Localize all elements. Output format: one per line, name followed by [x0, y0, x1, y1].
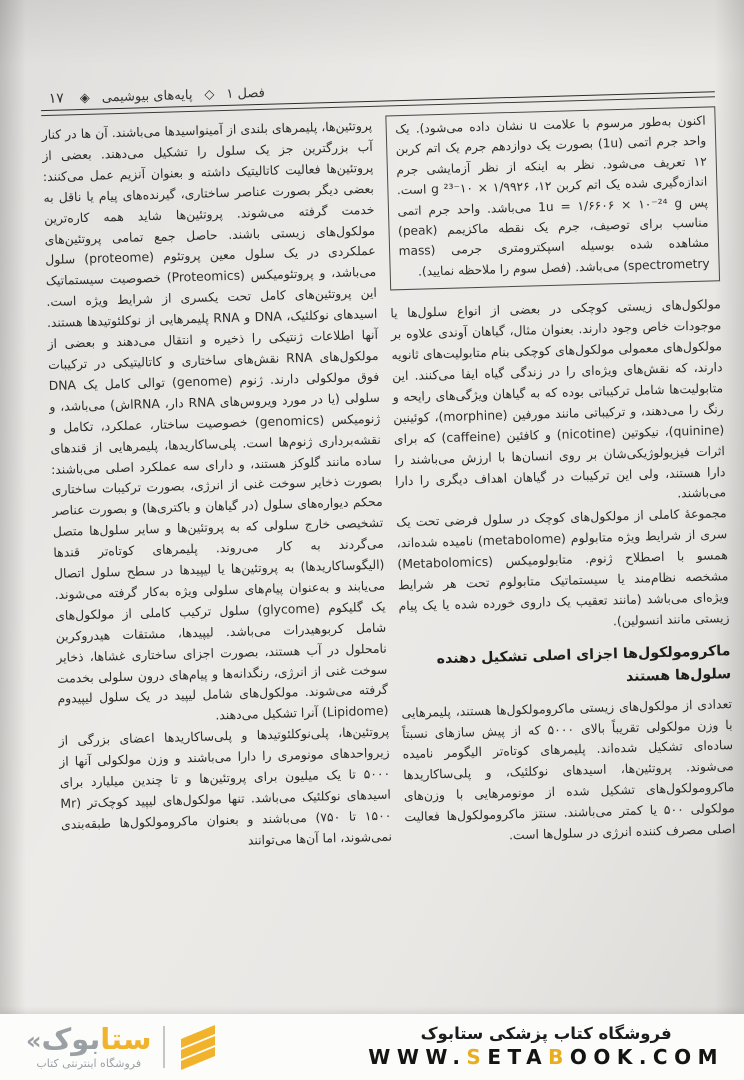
- boxed-note: [385, 106, 720, 290]
- guillemet-mark: «: [26, 1026, 42, 1055]
- url-prefix: WWW.: [368, 1045, 467, 1070]
- left-column: [41, 116, 392, 859]
- wordmark-gray-part: بوک: [41, 1021, 101, 1056]
- paragraph-molecular-weights: پروتئین‌ها، پلی‌نوکلئوتیدها و پلی‌ساکاریدها اعضای بزرگی از زیرواحدهای مونومری را دارا می‌باشند و وزن مولکولی آنها از ۵۰۰۰ تا یک میلیون برای پروتئین‌ها و تا چندین میلیارد برای اسیدهای نوکلئیک می‌باشد. تنها مولکول‌های لیپید کوچک‌تر (Mr ۱۵۰۰ تا ۷۵۰) می‌باشند و بعنوان ماکرومولکول‌ها طبقه‌بندی نمی‌شوند، اما آن‌ها می‌توانند: [58, 723, 393, 848]
- store-info: [368, 1024, 728, 1071]
- logo-divider: [163, 1026, 165, 1068]
- diamond-filled-icon: ◈: [79, 90, 90, 107]
- right-column: [385, 106, 736, 849]
- text-columns: [0, 97, 744, 860]
- store-name: فروشگاه کتاب پزشکی ستابوک: [420, 1023, 672, 1043]
- logo-tagline: فروشگاه اینترنتی کتاب: [36, 1056, 142, 1070]
- book-title: پایه‌های بیوشیمی: [101, 87, 193, 106]
- url-mid: ETA: [487, 1045, 549, 1070]
- setabook-chevrons-icon: [176, 1024, 220, 1070]
- section-heading-macromolecules: ماکرومولکول‌ها اجزای اصلی تشکیل دهنده سلول‌ها هستند: [436, 642, 732, 686]
- setabook-branding-strip: [0, 1014, 744, 1080]
- url-tail: OOK.COM: [569, 1045, 724, 1070]
- url-letter-s: S: [466, 1045, 488, 1070]
- paragraph-metabolites: مولکول‌های زیستی کوچکی در بعضی از انواع سلول‌ها یا موجودات خاص وجود دارند. بعنوان مثال، گیاهان آوندی علاوه بر مولکول‌های معمولی مولکول‌های کوچکی بنام متابولیت‌های ثانویه دارند، که نقش‌های ویژه‌ای را در زندگی گیاه ایفا می‌کنند. این متابولیت‌ها شامل ترکیباتی بوده که به گیاهان ویژگی‌های رایحه و رنگ را می‌دهند، و ترکیباتی مانند مورفین (morphine)، کوئینین (quinine)، نیکوتین (nicotine) و کافئین (caffeine) که برای اثرات فیزیولوژیکی‌شان بر روی انسان‌ها با ارزش می‌باشند را دارا هستند، ولی این ترکیبات در گیاهان اهداف دیگری را دارا می‌باشند.: [390, 296, 727, 501]
- website-url: [368, 1044, 724, 1070]
- url-letter-b: B: [548, 1045, 570, 1070]
- paragraph-biopolymers: پروتئین‌ها، پلیمرهای بلندی از آمینواسیدها می‌باشند. آن ها در کنار آب بزرگترین جز یک سلول را تشکیل می‌دهند. بعضی از پروتئین‌ها فعالیت کاتالیتیک داشته و بعنوان آنزیم عمل می‌کنند: بعضی دیگر بصورت عناصر ساختاری، گیرنده‌های پیام یا ناقل به خدمت گرفته می‌شوند. پروتئین‌ها شاید همه کاره‌ترین مولکول‌های زیستی باشند. حاصل جمع تمامی پروتئین‌های عملکردی در یک سلول معین پروتئوم (proteome) سلول می‌باشد، و پروتئومیکس (Proteomics) خصوصیت سیستماتیک این پروتئین‌های کامل تحت یکسری از شرایط ویژه است. اسیدهای نوکلئیک، DNA و RNA پلیمرهایی از نوکلئوتیدها هستند. آنها اطلاعات ژنتیکی را ذخیره و انتقال می‌دهند و بعضی از مولکول‌های RNA نقش‌های ساختاری و کاتالیتیکی در ترکیبات فوق مولکولی دارند. ژنوم (genome) توالی کامل یک DNA سلولی (یا در مورد ویروس‌های RNA دار، RNAاش) می‌باشد، و ژنومیکس (genomics) خصوصیت ساختار، عملکرد، تکامل و نقشه‌برداری ژنوم‌ها است. پلی‌ساکاریدها، پلیمرهایی از قندهای ساده مانند گلوکز هستند، و دارای سه عملکرد اصلی می‌باشند: بصورت ذخایر سوخت غنی از انرژی، بصورت ترکیبات ساختاری محکم دیواره‌های سلول (در گیاهان و باکتری‌ها) و بصورت عناصر تشخیصی خارج سلولی که به پروتئین‌ها و سایر سلول‌ها متصل می‌گردند به کار می‌روند. پلیمرهای کوتاه‌تر قندها (الیگوساکاریدها) به پروتئین‌ها یا لیپیدها در سطح سلول اتصال می‌یابند و به‌عنوان پیام‌های سلولی ویژه به‌کار گرفته می‌شوند. یک گلیکوم (glycome) سلول ترکیب کاملی از مولکول‌های شامل کربوهیدرات می‌باشد. لیپیدها، مشتقات هیدروکربن نامحلول در آب هستند، بصورت اجزای ساختاری غشاها، ذخایر سوخت غنی از انرژی، رنگدانه‌ها و پیام‌های درون سلولی بخدمت گرفته می‌شوند. مولکول‌های شامل لیپید در یک سلول لیپیدوم (Lipidome) آنرا تشکیل می‌دهند.: [41, 117, 389, 723]
- setabook-wordmark-block: [26, 1021, 152, 1070]
- setabook-logo: [26, 1021, 220, 1070]
- chapter-label: فصل ۱: [226, 85, 266, 102]
- setabook-wordmark: [26, 1021, 152, 1056]
- paragraph-macromolecules: تعدادی از مولکول‌های زیستی ماکرومولکول‌ها هستند، پلیمرهایی با وزن مولکولی تقریباً بالای ۵۰۰۰ که از پیش سازهای نسبتاً ساده‌ای تشکیل شده‌اند. پلیمرهای کوتاه‌تر الیگومر نامیده می‌شوند. پروتئین‌ها، اسیدهای نوکلئیک، و پلی‌ساکاریدها ماکرومولکول‌های تشکیل شده از مونومرهایی با وزن‌های مولکولی ۵۰۰ یا کمتر می‌باشند. سنتز ماکرومولکول‌ها فعالیت اصلی مصرف کننده انرژی در سلول‌ها است.: [401, 695, 736, 843]
- paragraph-metabolome: مجموعهٔ کاملی از مولکول‌های کوچک در سلول فرضی تحت یک سری از شرایط ویژه متابولوم (metabolome) نامیده شده‌اند، همسو با اصطلاح ژنوم. متابولومیکس (Metabolomics) مشخصه نظام‌مند یا سیستماتیک متابولوم تحت هر شرایط ویژه‌ای می‌باشد (مانند تعقیب یک داروی خورده شده یا یک پیام زیستی مانند انسولین).: [395, 505, 730, 629]
- wordmark-gold-part: ستا: [100, 1021, 152, 1056]
- diamond-open-icon: ◇: [204, 87, 215, 103]
- boxed-note-paragraph: اکنون به‌طور مرسوم با علامت u نشان داده می‌شود). یک واحد جرم اتمی (1u) بصورت یک دوازدهم جرم یک اتم کربن ۱۲ تعریف می‌شود. نظر به اینکه از نظر آزمایشی جرم اندازه‌گیری شده یک اتم کربن ۱۲، ۱/۹۹۲۶ × ۱۰⁻²³ g است. پس 1u = ۱/۶۶۰۶ × ۱۰⁻²⁴ g می‌باشد. واحد جرم اتمی مناسب برای توصیف، جرم یک نقطه ماکزیمم (peak) مشاهده شده بوسیله اسپکترومتری جرمی (mass spectrometry) می‌باشد. (فصل سوم را ملاحظه نمایید).: [395, 113, 710, 279]
- page-number: ۱۷: [48, 90, 65, 107]
